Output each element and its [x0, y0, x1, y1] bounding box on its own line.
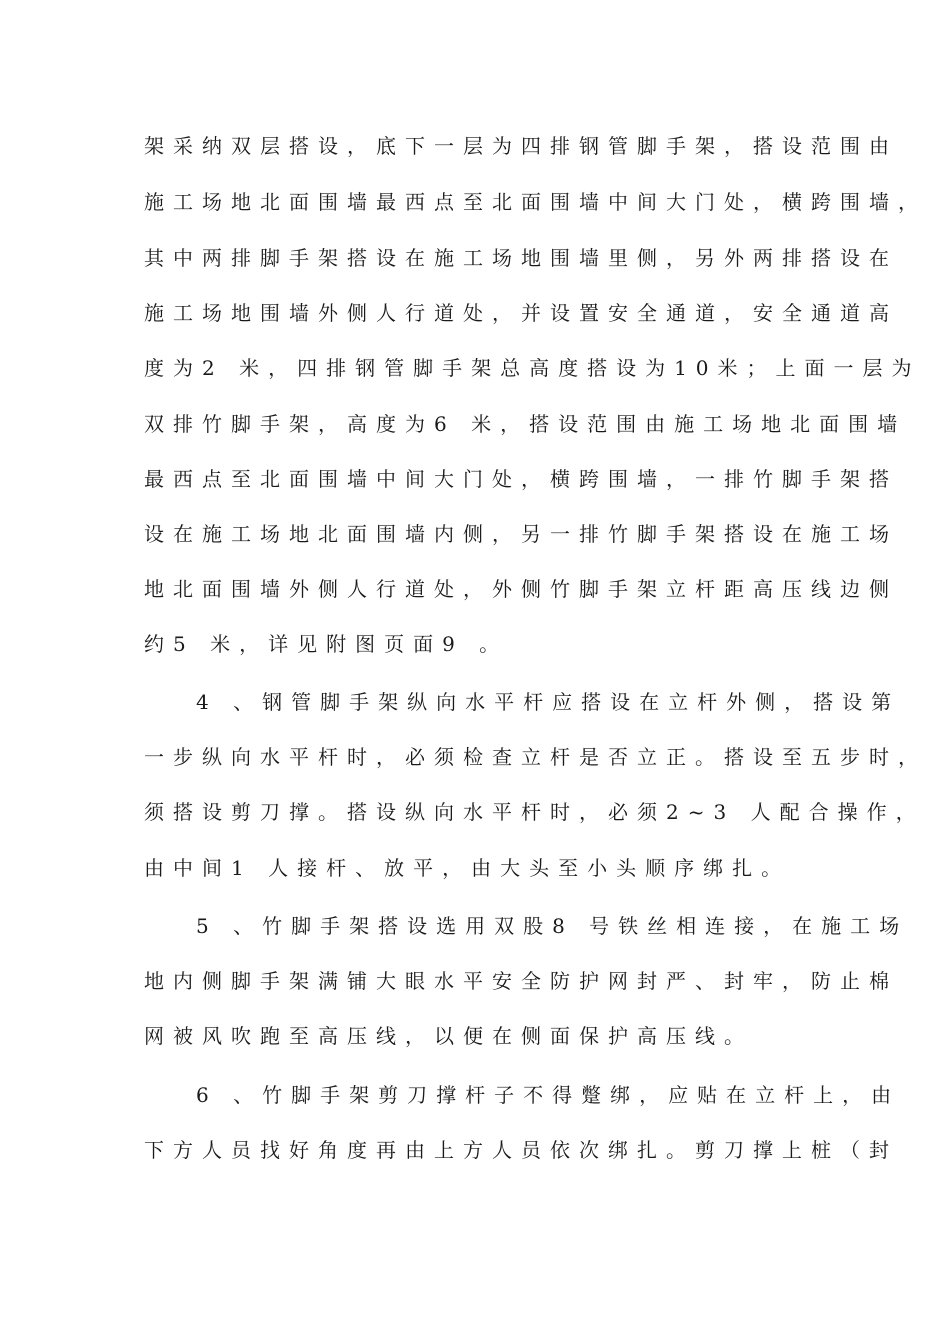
text-line: 设在施工场地北面围墙内侧，另一排竹脚手架搭设在施工场	[144, 522, 898, 546]
text-line: 度为2 米，四排钢管脚手架总高度搭设为10米；上面一层为	[144, 356, 921, 380]
paragraph-start-line: 4 、钢管脚手架纵向水平杆应搭设在立杆外侧，搭设第	[196, 690, 901, 714]
text-line: 最西点至北面围墙中间大门处，横跨围墙，一排竹脚手架搭	[144, 467, 898, 491]
text-line: 其中两排脚手架搭设在施工场地围墙里侧，另外两排搭设在	[144, 246, 898, 270]
text-line: 地北面围墙外侧人行道处，外侧竹脚手架立杆距高压线边侧	[144, 577, 898, 601]
text-line: 架采纳双层搭设，底下一层为四排钢管脚手架，搭设范围由	[144, 134, 898, 158]
text-line: 地内侧脚手架满铺大眼水平安全防护网封严、封牢，防止棉	[144, 969, 898, 993]
text-line: 网被风吹跑至高压线，以便在侧面保护高压线。	[144, 1024, 753, 1048]
text-line: 约5 米，详见附图页面9 。	[144, 632, 509, 656]
text-line: 下方人员找好角度再由上方人员依次绑扎。剪刀撑上桩（封	[144, 1138, 898, 1162]
paragraph-start-line: 5 、竹脚手架搭设选用双股8 号铁丝相连接，在施工场	[196, 914, 909, 938]
text-line: 须搭设剪刀撑。搭设纵向水平杆时，必须2~3 人配合操作，	[144, 800, 925, 824]
text-line: 施工场地围墙外侧人行道处，并设置安全通道，安全通道高	[144, 301, 898, 325]
text-line: 施工场地北面围墙最西点至北面围墙中间大门处，横跨围墙，	[144, 190, 927, 214]
text-line: 双排竹脚手架，高度为6 米，搭设范围由施工场地北面围墙	[144, 412, 907, 436]
text-line: 一步纵向水平杆时，必须检查立杆是否立正。搭设至五步时，	[144, 745, 927, 769]
text-line: 由中间1 人接杆、放平，由大头至小头顺序绑扎。	[144, 856, 791, 880]
paragraph-start-line: 6 、竹脚手架剪刀撑杆子不得蹩绑，应贴在立杆上，由	[196, 1083, 901, 1107]
